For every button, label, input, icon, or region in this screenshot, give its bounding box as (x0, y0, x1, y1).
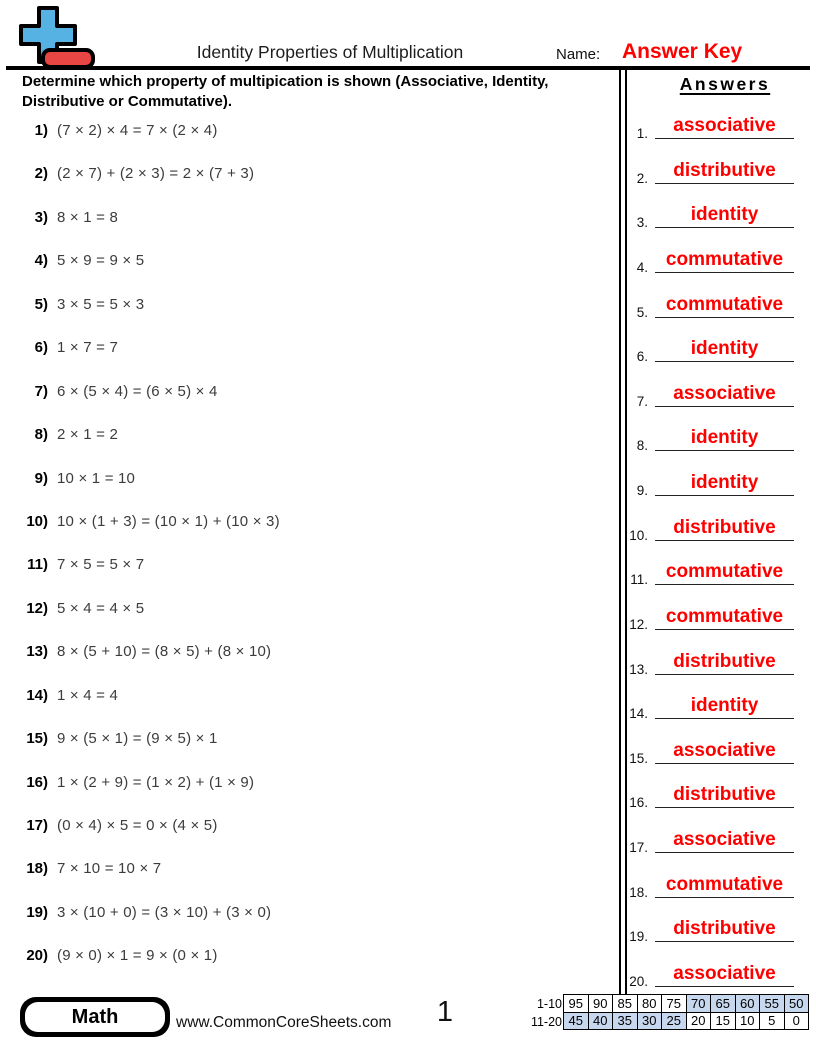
answer-row (620, 228, 810, 273)
answer-number: 10. (629, 527, 648, 543)
score-cell: 0 (785, 1013, 810, 1031)
answer-value: identity (690, 204, 759, 226)
problem-number: 6) (34, 339, 48, 357)
answer-row (620, 139, 810, 184)
problem-equation: 7 × 5 = 5 × 7 (57, 556, 145, 574)
score-cell: 85 (613, 995, 638, 1013)
score-cell: 40 (589, 1013, 614, 1031)
header-rule (6, 66, 810, 70)
answer-value: distributive (673, 516, 776, 538)
answer-number: 6. (636, 349, 648, 365)
answer-value: identity (690, 695, 759, 717)
answer-value: commutative (665, 561, 784, 583)
page-number: 1 (436, 996, 454, 1028)
problem-number: 4) (34, 252, 48, 270)
answer-value: identity (690, 338, 759, 360)
answer-number: 18. (629, 884, 648, 900)
name-label: Name: (556, 46, 601, 63)
score-cell: 30 (638, 1013, 663, 1031)
answers-column-header: Answers (679, 74, 771, 94)
answer-number: 17. (629, 840, 648, 856)
problem-number: 10) (26, 512, 48, 530)
score-cell: 70 (687, 995, 712, 1013)
problem-row (22, 556, 602, 599)
problem-number: 16) (26, 773, 48, 791)
answer-value: commutative (665, 248, 784, 270)
answer-number: 7. (636, 393, 648, 409)
score-cell: 75 (662, 995, 687, 1013)
answer-row (620, 630, 810, 675)
subject-badge (20, 997, 170, 1037)
instructions-text: Determine which property of multipication is shown (Associative, Identity, Distributive or Commutative). (22, 73, 549, 110)
problem-row (22, 165, 602, 208)
problem-row (22, 252, 602, 295)
answer-row (620, 94, 810, 142)
answer-row (620, 942, 810, 987)
answers-list (620, 94, 810, 987)
problem-equation: 6 × (5 × 4) = (6 × 5) × 4 (57, 382, 218, 400)
answer-row (620, 407, 810, 452)
problem-row (22, 383, 602, 426)
answer-row (620, 496, 810, 541)
problem-equation: 2 × 1 = 2 (57, 426, 119, 444)
score-table-row (564, 1013, 809, 1031)
answer-number: 5. (636, 304, 648, 320)
problem-row (22, 296, 602, 339)
answer-value: distributive (673, 650, 776, 672)
plus-minus-logo-icon (12, 4, 100, 72)
problem-row (22, 947, 602, 990)
problem-number: 15) (26, 730, 48, 748)
website-url: www.CommonCoreSheets.com (176, 1014, 392, 1031)
problem-equation: 1 × 4 = 4 (57, 686, 119, 704)
problem-number: 13) (26, 643, 48, 661)
problem-row (22, 860, 602, 903)
score-cell: 5 (760, 1013, 785, 1031)
answer-row (620, 318, 810, 363)
problem-equation: 10 × (1 + 3) = (10 × 1) + (10 × 3) (57, 512, 280, 530)
problem-equation: 5 × 9 = 9 × 5 (57, 252, 145, 270)
answer-value: associative (673, 382, 776, 404)
problem-number: 7) (34, 382, 48, 400)
problem-row (22, 470, 602, 513)
problem-number: 3) (34, 208, 48, 226)
problem-equation: 1 × (2 + 9) = (1 × 2) + (1 × 9) (57, 773, 255, 791)
score-cell: 50 (785, 995, 810, 1013)
score-cell: 80 (638, 995, 663, 1013)
problem-equation: 1 × 7 = 7 (57, 339, 119, 357)
answer-row (620, 184, 810, 229)
problem-number: 14) (26, 686, 48, 704)
problem-equation: (0 × 4) × 5 = 0 × (4 × 5) (57, 817, 218, 834)
problem-row (22, 209, 602, 252)
problem-equation: 8 × 1 = 8 (57, 208, 119, 226)
score-row-label: 11-20 (530, 1015, 562, 1029)
problem-equation: 5 × 4 = 4 × 5 (57, 599, 145, 617)
answer-number: 4. (636, 259, 648, 275)
problem-row (22, 643, 602, 686)
answer-value: associative (673, 115, 776, 137)
answer-value: associative (673, 962, 776, 984)
score-cell: 15 (711, 1013, 736, 1031)
answer-row (620, 675, 810, 720)
problem-equation: 3 × 5 = 5 × 3 (57, 295, 145, 313)
answer-number: 13. (629, 661, 648, 677)
problem-row (22, 600, 602, 643)
problem-number: 20) (26, 947, 48, 965)
problem-equation: 8 × (5 + 10) = (8 × 5) + (8 × 10) (57, 643, 272, 661)
problem-equation: 7 × 10 = 10 × 7 (57, 860, 162, 878)
problem-number: 1) (34, 122, 48, 139)
problem-equation: (7 × 2) × 4 = 7 × (2 × 4) (57, 122, 218, 139)
problem-row (22, 339, 602, 382)
answer-value: identity (690, 472, 759, 494)
answer-number: 2. (636, 170, 648, 186)
score-cell: 20 (687, 1013, 712, 1031)
problem-number: 11) (27, 556, 48, 574)
answer-row (620, 898, 810, 943)
problem-row (22, 904, 602, 947)
answer-value: commutative (665, 873, 784, 895)
answer-value: distributive (673, 159, 776, 181)
score-cell: 90 (589, 995, 614, 1013)
problem-number: 19) (26, 903, 48, 921)
score-cell: 25 (662, 1013, 687, 1031)
answer-number: 16. (629, 795, 648, 811)
answer-number: 9. (636, 483, 648, 499)
answer-number: 3. (636, 215, 648, 231)
score-cell: 65 (711, 995, 736, 1013)
problem-row (22, 817, 602, 860)
score-row-label: 1-10 (536, 997, 562, 1011)
problem-row (22, 774, 602, 817)
score-cell: 45 (564, 1013, 589, 1031)
problem-number: 8) (34, 426, 48, 444)
problem-equation: 10 × 1 = 10 (57, 469, 136, 487)
problem-row (22, 426, 602, 469)
problem-number: 2) (34, 165, 48, 183)
answer-row (620, 585, 810, 630)
problems-list (22, 122, 602, 991)
answer-number: 15. (629, 750, 648, 766)
answer-key-label: Answer Key (622, 40, 743, 63)
score-cell: 10 (736, 1013, 761, 1031)
logo-minus-shape (43, 50, 93, 67)
answer-value: commutative (665, 605, 784, 627)
answer-value: associative (673, 739, 776, 761)
score-table-row (564, 995, 809, 1013)
answer-value: commutative (665, 293, 784, 315)
problem-row (22, 730, 602, 773)
answer-row (620, 808, 810, 856)
answer-row (620, 541, 810, 586)
problem-row (22, 122, 602, 165)
score-table (563, 994, 809, 1030)
answer-row (620, 764, 810, 809)
score-cell: 55 (760, 995, 785, 1013)
answer-number: 1. (636, 126, 648, 142)
problem-number: 5) (34, 295, 48, 313)
problem-row (22, 687, 602, 730)
problem-equation: (9 × 0) × 1 = 9 × (0 × 1) (57, 947, 218, 965)
answer-number: 8. (636, 438, 648, 454)
answer-number: 12. (629, 616, 648, 632)
problem-number: 12) (26, 599, 48, 617)
answer-row (620, 362, 810, 407)
subject-label: Math (25, 1002, 165, 1032)
problem-number: 18) (26, 860, 48, 878)
page-title: Identity Properties of Multiplication (196, 42, 464, 62)
answer-row (620, 451, 810, 499)
answer-number: 20. (629, 973, 648, 989)
problem-number: 9) (34, 469, 48, 487)
answer-value: distributive (673, 918, 776, 940)
score-cell: 95 (564, 995, 589, 1013)
answer-row (620, 273, 810, 318)
answer-row (620, 719, 810, 764)
answer-value: associative (673, 829, 776, 851)
answer-value: identity (690, 427, 759, 449)
score-cell: 35 (613, 1013, 638, 1031)
answer-value: distributive (673, 784, 776, 806)
problem-number: 17) (26, 817, 48, 834)
answer-blank-line (655, 986, 794, 987)
problem-row (22, 513, 602, 556)
score-cell: 60 (736, 995, 761, 1013)
answer-number: 14. (629, 706, 648, 722)
answer-row (620, 853, 810, 898)
problem-equation: (2 × 7) + (2 × 3) = 2 × (7 + 3) (57, 165, 255, 183)
problem-equation: 9 × (5 × 1) = (9 × 5) × 1 (57, 730, 218, 748)
answer-number: 11. (630, 572, 648, 588)
problem-equation: 3 × (10 + 0) = (3 × 10) + (3 × 0) (57, 903, 272, 921)
answer-number: 19. (629, 929, 648, 945)
